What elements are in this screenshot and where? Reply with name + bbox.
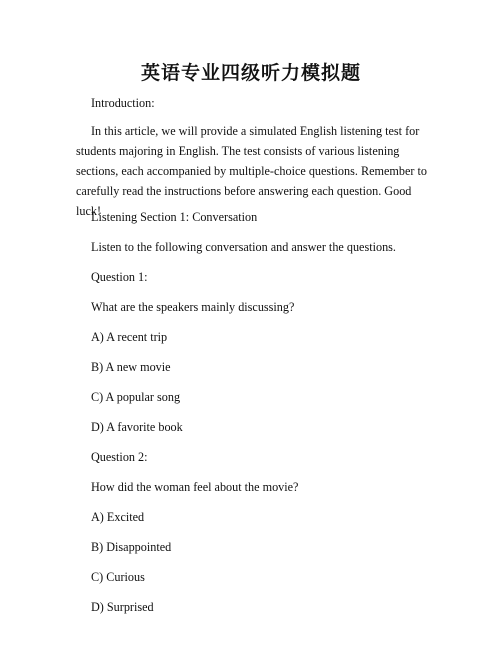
- question-1-option-c: C) A popular song: [91, 390, 181, 404]
- question-1-text: What are the speakers mainly discussing?: [91, 300, 295, 314]
- question-1-option-a: A) A recent trip: [91, 330, 168, 344]
- question-2-option-d: D) Surprised: [91, 600, 154, 614]
- question-1-label: Question 1:: [91, 270, 148, 284]
- question-2-option-c: C) Curious: [91, 570, 145, 584]
- section-heading: Listening Section 1: Conversation: [91, 210, 258, 224]
- question-2-text: How did the woman feel about the movie?: [91, 480, 299, 494]
- question-2-label: Question 2:: [91, 450, 148, 464]
- intro-heading: Introduction:: [91, 96, 155, 110]
- intro-paragraph: In this article, we will provide a simulated English listening test for students majoring in English. The test consists of various listening sections, each accompanied by multiple-choice questions. Remember to carefully read the instructions before answering each question. Good luck!: [76, 124, 427, 218]
- question-2-option-a: A) Excited: [91, 510, 145, 524]
- question-1-option-b: B) A new movie: [91, 360, 171, 374]
- section-instruction: Listen to the following conversation and answer the questions.: [91, 240, 396, 254]
- question-2-option-b: B) Disappointed: [91, 540, 172, 554]
- question-1-option-d: D) A favorite book: [91, 420, 183, 434]
- document-title: 英语专业四级听力模拟题: [140, 62, 361, 84]
